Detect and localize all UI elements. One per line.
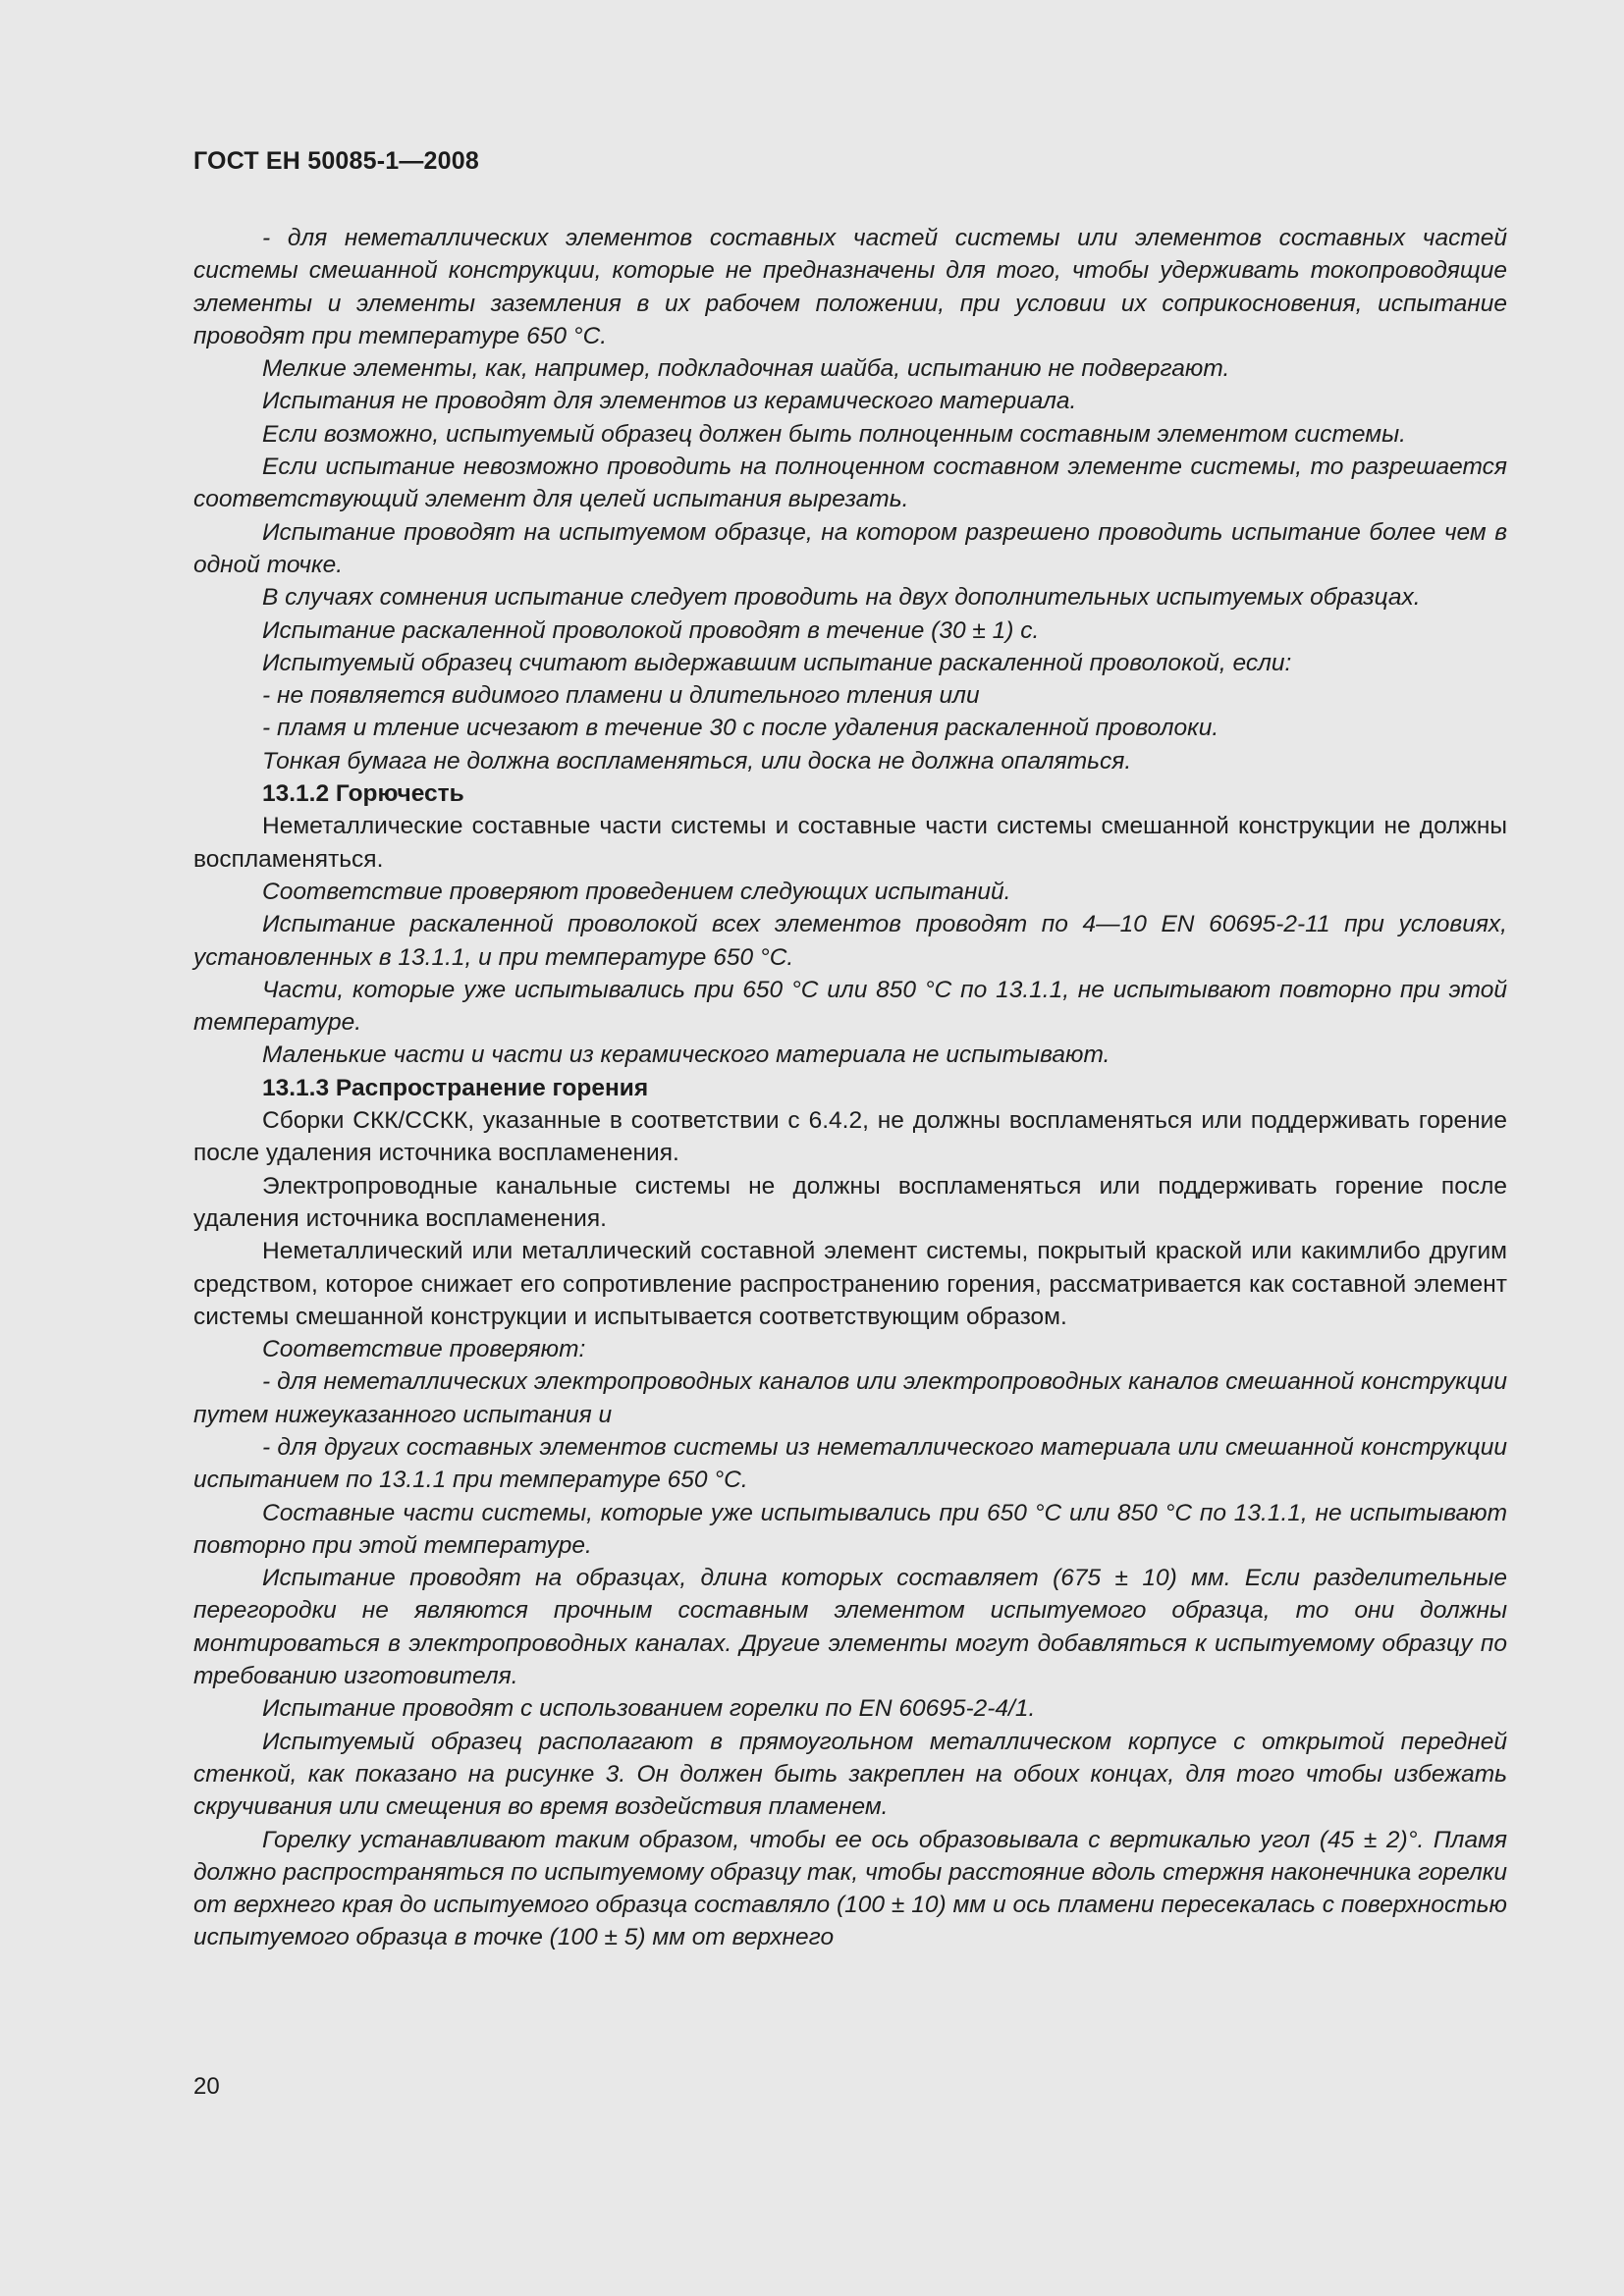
list-item: - пламя и тление исчезают в течение 30 с после удаления раскаленной проволоки. — [262, 715, 1219, 742]
paragraph: Испытание раскаленной проволокой проводят в течение (30 ± 1) с. — [262, 616, 1040, 644]
paragraph: Части, которые уже испытывались при 650 °С или 850 °С по 13.1.1, не испытывают повторно при этой температуре. — [193, 976, 1507, 1037]
list-item: - для неметаллических электропроводных каналов или электропроводных каналов смешанной конструкции путем нижеуказанного испытания и — [193, 1368, 1507, 1428]
paragraph: Если возможно, испытуемый образец должен быть полноценным составным элементом системы. — [262, 420, 1406, 448]
paragraph: Составные части системы, которые уже испытывались при 650 °С или 850 °С по 13.1.1, не испытывают повторно при этой температуре. — [193, 1499, 1507, 1559]
list-item: - не появляется видимого пламени и длительного тления или — [262, 682, 980, 710]
paragraph: Мелкие элементы, как, например, подкладочная шайба, испытанию не подвергают. — [262, 355, 1230, 383]
paragraph: Испытание проводят на образцах, длина которых составляет (675 ± 10) мм. Если разделительные перегородки не являются прочным составным элементом испытуемого образца, то они должны монтироваться в электропроводных каналах. Другие элементы могут добавляться к испытуемому образцу по требованию изготовителя. — [193, 1565, 1507, 1690]
paragraph: Соответствие проверяют: — [262, 1336, 586, 1363]
list-item: - для других составных элементов системы из неметаллического материала или смешанной конструкции испытанием по 13.1.1 при температуре 650 °С. — [193, 1433, 1507, 1494]
paragraph: В случаях сомнения испытание следует проводить на двух дополнительных испытуемых образцах. — [262, 584, 1421, 612]
paragraph: Испытание проводят с использованием горелки по EN 60695-2-4/1. — [262, 1695, 1036, 1723]
paragraph: Маленькие части и части из керамического материала не испытывают. — [262, 1041, 1110, 1069]
document-header: ГОСТ ЕН 50085-1—2008 — [193, 147, 479, 175]
paragraph: Испытания не проводят для элементов из керамического материала. — [262, 388, 1077, 415]
paragraph: Испытуемый образец считают выдержавшим испытание раскаленной проволокой, если: — [262, 649, 1292, 676]
page-number: 20 — [193, 2073, 220, 2100]
paragraph: Горелку устанавливают таким образом, чтобы ее ось образовывала с вертикалью угол (45 ± 2)°. Пламя должно распространяться по испытуемому образцу так, чтобы расстояние вдоль стержня наконечника горелки от верхнего края до испытуемого образца составляло (100 ± 10) мм и ось пламени пересекалась с поверхностью испытуемого образца в точке (100 ± 5) мм от верхнего — [193, 1826, 1507, 1951]
paragraph: Испытуемый образец располагают в прямоугольном металлическом корпусе с открытой передней стенкой, как показано на рисунке 3. Он должен быть закреплен на обоих концах, для того чтобы избежать скручивания или смещения во время воздействия пламенем. — [193, 1728, 1507, 1821]
document-body — [193, 222, 1507, 1954]
paragraph: Испытание раскаленной проволокой всех элементов проводят по 4—10 EN 60695-2-11 при условиях, установленных в 13.1.1, и при температуре 650 °С. — [193, 911, 1507, 971]
section-heading: 13.1.3 Распространение горения — [262, 1074, 649, 1101]
paragraph: Соответствие проверяют проведением следующих испытаний. — [262, 878, 1011, 905]
paragraph: Сборки СКК/ССКК, указанные в соответствии с 6.4.2, не должны воспламеняться или поддерживать горение после удаления источника воспламенения. — [193, 1107, 1507, 1167]
paragraph: Неметаллические составные части системы и составные части системы смешанной конструкции не должны воспламеняться. — [193, 813, 1507, 873]
section-heading: 13.1.2 Горючесть — [262, 780, 464, 808]
paragraph: Испытание проводят на испытуемом образце, на котором разрешено проводить испытание более чем в одной точке. — [193, 518, 1507, 578]
paragraph: - для неметаллических элементов составных частей системы или элементов составных частей системы смешанной конструкции, которые не предназначены для того, чтобы удерживать токопроводящие элементы и элементы заземления в их рабочем положении, при условии их соприкосновения, испытание проводят при температуре 650 °С. — [193, 225, 1507, 349]
paragraph: Электропроводные канальные системы не должны воспламеняться или поддерживать горение после удаления источника воспламенения. — [193, 1172, 1507, 1232]
paragraph: Если испытание невозможно проводить на полноценном составном элементе системы, то разрешается соответствующий элемент для целей испытания вырезать. — [193, 454, 1507, 513]
paragraph: Тонкая бумага не должна воспламеняться, или доска не должна опаляться. — [262, 747, 1132, 774]
paragraph: Неметаллический или металлический составной элемент системы, покрытый краской или какимлибо другим средством, которое снижает его сопротивление распространению горения, рассматривается как составной элемент системы смешанной конструкции и испытывается соответствующим образом. — [193, 1238, 1507, 1330]
